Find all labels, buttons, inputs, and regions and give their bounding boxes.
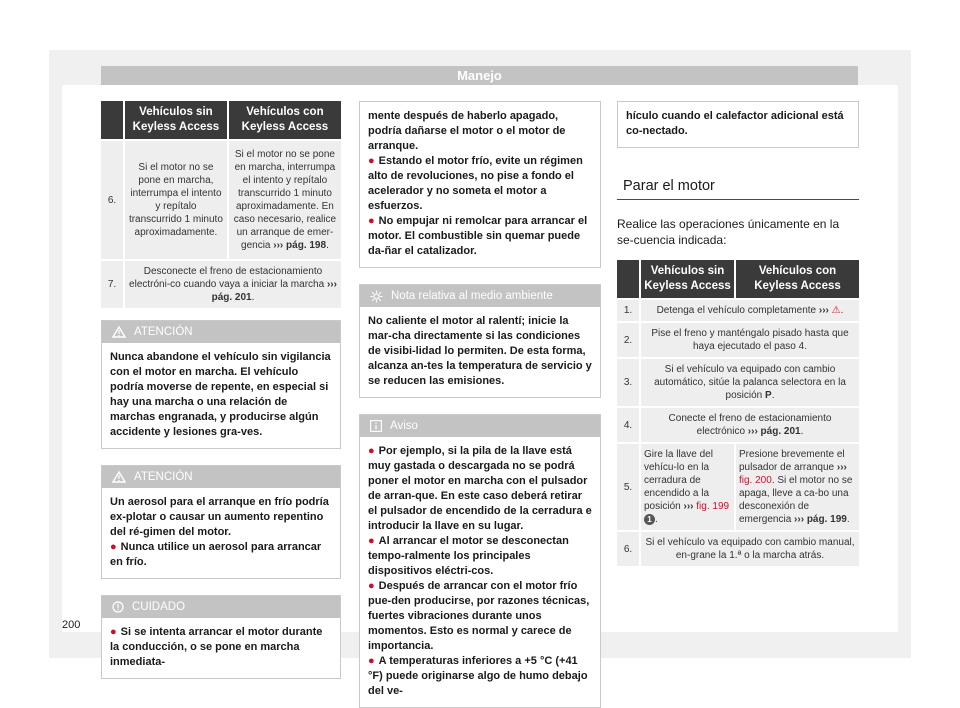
step-number: 5. bbox=[617, 443, 640, 531]
step-text: Gire la llave del vehícu-lo en la cerradura de encendido a la posición bbox=[644, 449, 713, 512]
column-middle bbox=[359, 101, 601, 708]
caution-box-body bbox=[102, 618, 340, 678]
table-row bbox=[101, 140, 341, 260]
step-text: Detenga el vehículo completamente bbox=[656, 305, 817, 316]
bullet-text: No empujar ni remolcar para arrancar el motor. El combustible sin quemar puede da-ñar el catalizador. bbox=[368, 215, 588, 257]
reference-chevron: ››› bbox=[683, 501, 694, 512]
environment-note-body bbox=[360, 307, 600, 397]
step-number: 7. bbox=[101, 260, 124, 308]
bullet-item bbox=[110, 540, 332, 570]
step-text: Presione brevemente el pulsador de arranque bbox=[739, 449, 845, 473]
caution-box-body bbox=[360, 102, 600, 267]
page-reference-link[interactable]: ››› pág. 201 bbox=[211, 279, 337, 303]
warning-triangle-icon bbox=[112, 471, 126, 483]
table-header-with-keyless: Vehículos con Keyless Access bbox=[228, 101, 341, 140]
table-row bbox=[617, 531, 859, 566]
bullet-text: Al arrancar el motor se desconectan tempo-ralmente los principales dispositivos eléctri-cos. bbox=[368, 535, 569, 577]
caution-box-header bbox=[102, 596, 340, 618]
selector-position: P bbox=[765, 390, 772, 401]
table-row bbox=[617, 358, 859, 407]
notice-box-header bbox=[360, 415, 600, 437]
section-title: Parar el motor bbox=[617, 178, 859, 200]
step-cell bbox=[640, 358, 859, 407]
table-header-empty bbox=[101, 101, 124, 140]
step-text: Desconecte el freno de estacionamiento electróni-co cuando vaya a iniciar la marcha bbox=[129, 266, 325, 290]
figure-reference-link[interactable]: fig. 200 bbox=[739, 475, 772, 486]
bullet-dot-icon: ● bbox=[110, 541, 117, 553]
bullet-text: Nunca utilice un aerosol para arrancar en frío. bbox=[110, 541, 322, 568]
warning-text: Nunca abandone el vehículo sin vigilancia con el motor en marcha. El vehículo podría moverse de repente, en especial si hay una marcha o una relación de marchas engranada, y producirse algún accidente y lesiones gra-ves. bbox=[110, 351, 331, 438]
step-cell bbox=[735, 443, 859, 531]
step-text: Si el motor no se pone en marcha, interrumpa el intento y repítalo transcurrido 1 minuto aproximadamente. bbox=[128, 162, 223, 238]
bullet-dot-icon: ● bbox=[368, 155, 375, 167]
warning-box-header bbox=[102, 466, 340, 488]
step-number: 4. bbox=[617, 407, 640, 443]
step-text-end: . bbox=[771, 390, 775, 401]
warning-box-title: ATENCIÓN bbox=[134, 326, 193, 338]
notice-box-body bbox=[360, 437, 600, 707]
warning-text: Un aerosol para el arranque en frío podría ex-plotar o causar un aumento repentino del ré-gimen del motor. bbox=[110, 496, 329, 538]
table-header-without-keyless: Vehículos sin Keyless Access bbox=[124, 101, 228, 140]
bullet-dot-icon: ● bbox=[110, 626, 117, 638]
bullet-text: Estando el motor frío, evite un régimen alto de revoluciones, no pise a fondo el acelerador y no someta el motor a esfuerzos. bbox=[368, 155, 583, 212]
step-cell bbox=[640, 531, 859, 566]
column-left bbox=[101, 101, 341, 679]
bullet-dot-icon: ● bbox=[368, 535, 375, 547]
table-row bbox=[617, 299, 859, 322]
caution-text: mente después de haberlo apagado, podría dañarse el motor o el motor de arranque. bbox=[368, 110, 566, 152]
environment-note-text: No caliente el motor al ralentí; inicie la mar-cha directamente si las condiciones de visibi-lidad lo permiten. De esta forma, alcanza an-tes la temperatura de servicio y se reducen las emisiones. bbox=[368, 315, 592, 387]
bullet-item bbox=[368, 444, 592, 534]
step-text: Si el vehículo va equipado con cambio automático, sitúe la palanca selectora en la posición bbox=[654, 364, 846, 401]
caution-box-continued bbox=[359, 101, 601, 268]
bullet-text: Después de arrancar con el motor frío pue-den producirse, por razones técnicas, fuertes vibraciones durante unos momentos. Esto es normal y carece de importancia. bbox=[368, 580, 590, 652]
page-number: 200 bbox=[62, 619, 81, 631]
environment-note-title: Nota relativa al medio ambiente bbox=[391, 290, 553, 302]
bullet-dot-icon: ● bbox=[368, 580, 375, 592]
bullet-item bbox=[368, 154, 592, 214]
table-row bbox=[101, 260, 341, 308]
step-text: Conecte el freno de estacionamiento electrónico bbox=[668, 413, 832, 437]
notice-box bbox=[359, 414, 601, 708]
table-row bbox=[617, 322, 859, 358]
column-right bbox=[617, 101, 859, 566]
environment-icon bbox=[370, 290, 383, 303]
notice-box-body bbox=[618, 102, 858, 147]
step-number: 2. bbox=[617, 322, 640, 358]
bullet-text: Por ejemplo, si la pila de la llave está muy gastada o descargada no se podrá poner el motor en marcha con el pulsador de arran-que. En este caso deberá retirar el pulsador de encendido de la cerradura e introducir la llave en su lugar. bbox=[368, 445, 592, 532]
step-text: Pise el freno y manténgalo pisado hasta que haya ejecutado el paso 4. bbox=[651, 328, 849, 352]
step-number: 3. bbox=[617, 358, 640, 407]
chapter-header: Manejo bbox=[101, 66, 858, 85]
step-text-end: . bbox=[846, 514, 850, 525]
step-number: 6. bbox=[101, 140, 124, 260]
reference-chevron: ››› bbox=[836, 462, 847, 473]
step-cell bbox=[640, 322, 859, 358]
step-text-end: . bbox=[655, 514, 658, 525]
step-number: 6. bbox=[617, 531, 640, 566]
page-reference-link[interactable]: ››› pág. 199 bbox=[794, 514, 847, 525]
info-icon bbox=[370, 420, 382, 432]
step-text: Si el motor no se pone en marcha, interrumpa el intento y repítalo transcurrido 1 minuto aproximadamente. En caso necesario, realice un arranque de emer-gencia bbox=[233, 149, 337, 251]
table-row bbox=[617, 407, 859, 443]
caution-box-title: CUIDADO bbox=[132, 601, 186, 613]
position-number-badge: 1 bbox=[644, 514, 655, 525]
bullet-item bbox=[368, 534, 592, 579]
step-text-end: . bbox=[326, 240, 329, 251]
table-header-without-keyless: Vehículos sin Keyless Access bbox=[640, 260, 735, 299]
warning-triangle-icon bbox=[112, 326, 126, 338]
page-reference-link[interactable]: ››› pág. 201 bbox=[747, 426, 801, 437]
bullet-item bbox=[368, 214, 592, 259]
warning-reference-link[interactable]: ››› bbox=[818, 305, 829, 316]
notice-box-title: Aviso bbox=[390, 420, 418, 432]
step-text-end: . bbox=[251, 292, 255, 303]
table-row bbox=[617, 443, 859, 531]
step-text: Si el vehículo va equipado con cambio manual, en-grane la 1.ª o la marcha atrás. bbox=[645, 537, 855, 561]
bullet-text: Si se intenta arrancar el motor durante la conducción, o se pone en marcha inmediata- bbox=[110, 626, 323, 668]
step-text-end: . bbox=[800, 426, 804, 437]
step-text-end: . bbox=[840, 305, 844, 316]
bullet-dot-icon: ● bbox=[368, 215, 375, 227]
bullet-text: A temperaturas inferiores a +5 °C (+41 °F) puede originarse algo de humo debajo del ve- bbox=[368, 655, 588, 697]
start-steps-table bbox=[101, 101, 341, 308]
step-number: 1. bbox=[617, 299, 640, 322]
notice-box-continued bbox=[617, 101, 859, 148]
step-cell bbox=[228, 140, 341, 260]
step-text: . Si el motor no se apaga, lleve a ca-bo una desconexión de emergencia bbox=[739, 475, 853, 525]
step-cell bbox=[124, 260, 341, 308]
figure-reference-link[interactable]: fig. 199 bbox=[696, 501, 730, 512]
caution-icon bbox=[112, 601, 124, 613]
page-reference-link[interactable]: ››› pág. 198 bbox=[273, 240, 327, 251]
environment-note-box bbox=[359, 284, 601, 398]
warning-box bbox=[101, 320, 341, 449]
step-cell bbox=[640, 443, 735, 531]
environment-note-header bbox=[360, 285, 600, 307]
bullet-dot-icon: ● bbox=[368, 655, 375, 667]
warning-box-body bbox=[102, 343, 340, 448]
table-header-with-keyless: Vehículos con Keyless Access bbox=[735, 260, 859, 299]
caution-box bbox=[101, 595, 341, 679]
warning-box-body bbox=[102, 488, 340, 578]
table-header-empty bbox=[617, 260, 640, 299]
step-cell bbox=[640, 299, 859, 322]
notice-text: hículo cuando el calefactor adicional está co-nectado. bbox=[626, 110, 844, 137]
warning-triangle-icon: ⚠ bbox=[831, 305, 841, 316]
warning-box-title: ATENCIÓN bbox=[134, 471, 193, 483]
warning-box-header bbox=[102, 321, 340, 343]
bullet-item bbox=[368, 654, 592, 699]
bullet-item bbox=[110, 625, 332, 670]
stop-steps-table bbox=[617, 260, 859, 566]
bullet-item bbox=[368, 579, 592, 654]
section-intro: Realice las operaciones únicamente en la se-cuencia indicada: bbox=[617, 217, 840, 247]
bullet-dot-icon: ● bbox=[368, 445, 375, 457]
step-cell bbox=[640, 407, 859, 443]
step-cell bbox=[124, 140, 228, 260]
warning-box bbox=[101, 465, 341, 579]
